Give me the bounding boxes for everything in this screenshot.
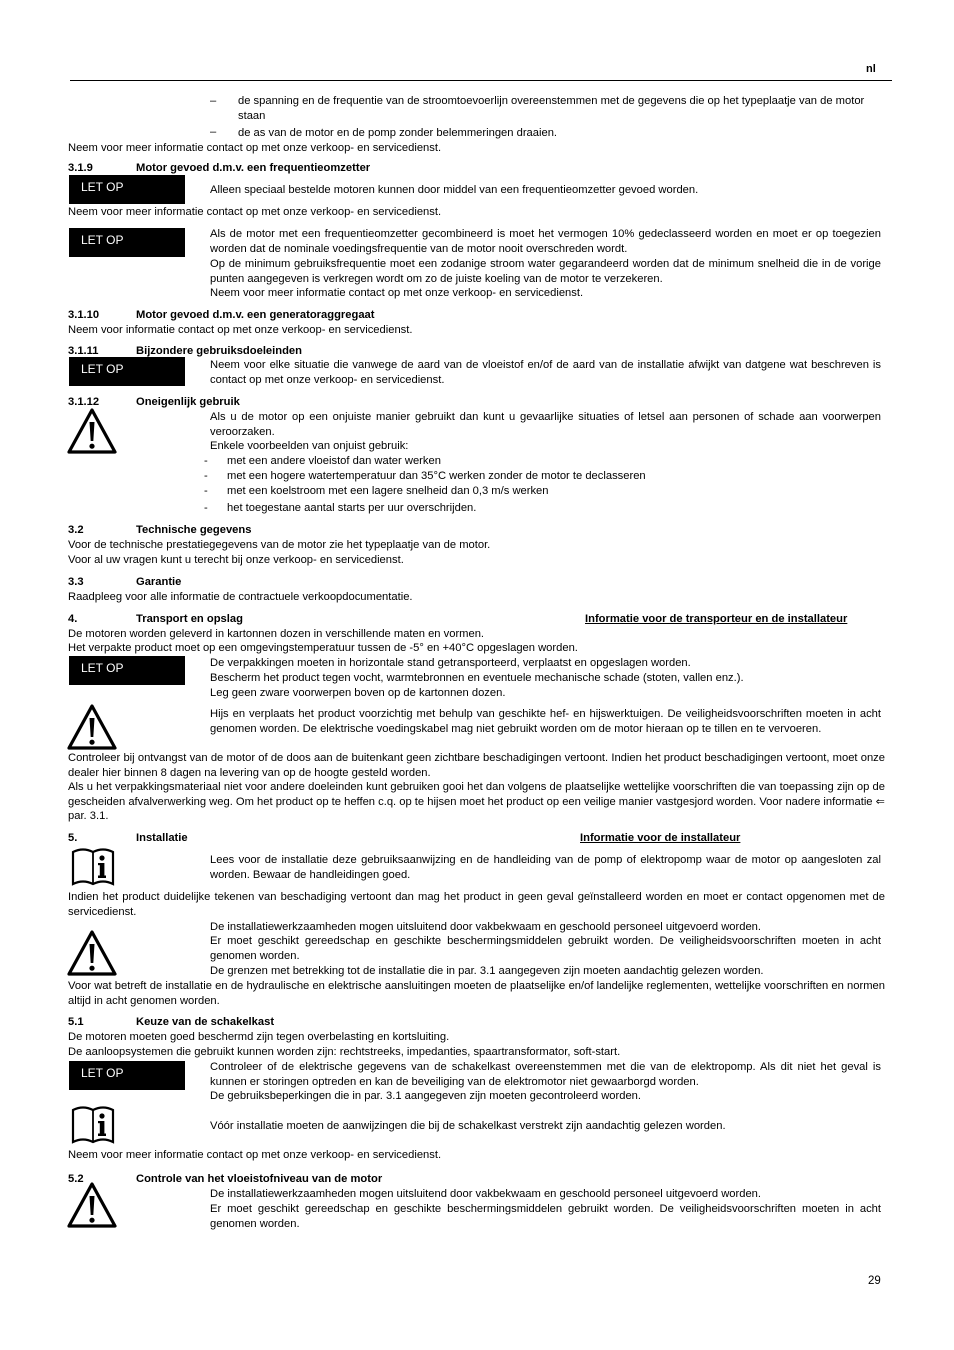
notice-label: LET OP xyxy=(69,175,185,204)
paragraph: De gebruiksbeperkingen die in par. 3.1 aangegeven zijn moeten gecontroleerd worden. xyxy=(210,1090,642,1102)
paragraph: Op de minimum gebruiksfrequentie moet een zodanige stroom water gegarandeerd worden dat de minimum snelheid die in de vorige punten aangegeven is verkregen wordt om zo de juiste koeling van de motor te verzekeren. xyxy=(210,258,881,285)
notice-label: LET OP xyxy=(69,1061,185,1090)
dash-bullet: - xyxy=(204,455,208,467)
paragraph: Het verpakte product moet op een omgevingstemperatuur tussen de -5° en +40°C opgeslagen worden. xyxy=(68,642,578,654)
paragraph: Voor wat betreft de installatie en de hydraulische en elektrische aansluitingen moeten de plaatselijke en/of landelijke reglementen, wettelijke voorschriften en normen altijd in acht genomen worden. xyxy=(68,980,885,1007)
section-title: Bijzondere gebruiksdoeleinden xyxy=(136,345,302,357)
paragraph: Lees voor de installatie deze gebruiksaanwijzing en de handleiding van de pomp of elektropomp waar de motor op aangesloten zal worden. Bewaar de handleidingen goed. xyxy=(210,854,881,881)
paragraph: Leg geen zware voorwerpen boven op de kartonnen dozen. xyxy=(210,687,506,699)
list-item: met een hogere watertemperatuur dan 35°C werken zonder de motor te declasseren xyxy=(227,470,646,482)
read-manual-icon xyxy=(70,1104,116,1146)
section-title: Garantie xyxy=(136,576,182,588)
paragraph: De motoren worden geleverd in kartonnen dozen in verschillende maten en vormen. xyxy=(68,628,485,640)
section-number: 3.1.11 xyxy=(68,345,99,357)
warning-icon xyxy=(67,1182,117,1228)
paragraph: Controleer of de elektrische gegevens van de schakelkast overeenstemmen met die van de elektropomp. Als dit niet het geval is kunnen er storingen optreden en kan de beveiliging van de elektromotor niet gewaarborgd worden. xyxy=(210,1061,881,1088)
paragraph: Neem voor meer informatie contact op met onze verkoop- en servicedienst. xyxy=(68,142,442,154)
list-item: het toegestane aantal starts per uur overschrijden. xyxy=(227,502,477,514)
section-number: 5.2 xyxy=(68,1173,84,1185)
paragraph: Enkele voorbeelden van onjuist gebruik: xyxy=(210,440,409,452)
paragraph: De verpakkingen moeten in horizontale stand getransporteerd, verplaatst en opgeslagen worden. xyxy=(210,657,691,669)
header-rule xyxy=(70,80,892,81)
paragraph: De motoren moeten goed beschermd zijn tegen overbelasting en kortsluiting. xyxy=(68,1031,450,1043)
section-number: 3.2 xyxy=(68,524,84,536)
paragraph: Hijs en verplaats het product voorzichtig met behulp van geschikte hef- en hijswerktuigen. De veiligheidsvoorschriften moeten in acht genomen worden. De elektrische voedingskabel mag niet gebruikt worden om de motor hieraan op te tillen en te vervoeren. xyxy=(210,708,881,735)
paragraph: De installatiewerkzaamheden mogen uitsluitend door vakbekwaam en geschoold personeel uitgevoerd worden. xyxy=(210,921,762,933)
paragraph: Als de motor met een frequentieomzetter gecombineerd is moet het vermogen 10% gedeclasseerd worden en moet er op toegezien worden dat de nominale voedingsfrequentie van de motor nooit overschreden wordt. xyxy=(210,228,881,255)
paragraph: Neem voor meer informatie contact op met onze verkoop- en servicedienst. xyxy=(210,287,584,299)
list-item: met een koelstroom met een lagere snelheid dan 0,3 m/s werken xyxy=(227,485,549,497)
warning-icon xyxy=(67,704,117,750)
audience-note: Informatie voor de installateur xyxy=(580,832,741,844)
paragraph: Voor al uw vragen kunt u terecht bij onze verkoop- en servicedienst. xyxy=(68,554,404,566)
section-title: Motor gevoed d.m.v. een frequentieomzetter xyxy=(136,162,371,174)
audience-note: Informatie voor de transporteur en de installateur xyxy=(585,613,848,625)
section-title: Controle van het vloeistofniveau van de motor xyxy=(136,1173,383,1185)
dash-bullet: – xyxy=(210,126,217,138)
section-title: Keuze van de schakelkast xyxy=(136,1016,275,1028)
notice-label: LET OP xyxy=(69,357,185,386)
paragraph: de as van de motor en de pomp zonder belemmeringen draaien. xyxy=(238,127,558,139)
paragraph: Als u de motor op een onjuiste manier gebruikt dan kunt u gevaarlijke situaties of letsel aan personen of schade aan voorwerpen veroorzaken. xyxy=(210,411,881,438)
page-number: 29 xyxy=(868,1275,881,1287)
section-number: 3.1.9 xyxy=(68,162,93,174)
dash-bullet: - xyxy=(204,502,208,514)
dash-bullet: – xyxy=(210,95,217,107)
section-title: Technische gegevens xyxy=(136,524,252,536)
section-title: Transport en opslag xyxy=(136,613,243,625)
warning-icon xyxy=(67,930,117,976)
paragraph: Als u het verpakkingsmateriaal niet voor andere doeleinden kunt gebruiken gooi het dan volgens de plaatselijke wettelijke voorschriften die van toepassing zijn op de gescheiden afvalverwerking weg. Om het product op te heffen c.q. op te hijsen moet het product op een veilige manier vastgesjord worden. Voor nadere informatie ⇐ par. 3.1. xyxy=(68,781,886,823)
section-number: 4. xyxy=(68,613,78,625)
dash-bullet: - xyxy=(204,470,208,482)
dash-bullet: - xyxy=(204,485,208,497)
paragraph: de spanning en de frequentie van de stroomtoevoerlijn overeenstemmen met de gegevens die op het typeplaatje van de motor staan xyxy=(238,95,865,122)
notice-label: LET OP xyxy=(69,656,185,685)
paragraph: Indien het product duidelijke tekenen van beschadiging vertoont dan mag het product in geen geval geïnstalleerd worden en moet er contact opgenomen met de servicedienst. xyxy=(68,891,885,918)
paragraph: Neem voor meer informatie contact op met onze verkoop- en servicedienst. xyxy=(68,1149,442,1161)
notice-label: LET OP xyxy=(69,228,185,257)
paragraph: De grenzen met betrekking tot de installatie die in par. 3.1 aangegeven zijn moeten aandachtig gelezen worden. xyxy=(210,965,764,977)
language-code: nl xyxy=(866,63,876,75)
read-manual-icon xyxy=(70,846,116,888)
paragraph: Voor de technische prestatiegegevens van de motor zie het typeplaatje van de motor. xyxy=(68,539,491,551)
paragraph: Neem voor informatie contact op met onze verkoop- en servicedienst. xyxy=(68,324,413,336)
section-number: 3.3 xyxy=(68,576,84,588)
section-number: 3.1.12 xyxy=(68,396,100,408)
section-title: Oneigenlijk gebruik xyxy=(136,396,240,408)
paragraph: Er moet geschikt gereedschap en geschikte beschermingsmiddelen gebruikt worden. De veiligheidsvoorschriften moeten in acht genomen worden. xyxy=(210,1203,881,1230)
section-number: 3.1.10 xyxy=(68,309,100,321)
paragraph: Controleer bij ontvangst van de motor of de doos aan de buitenkant geen zichtbare beschadigingen vertoont. Indien het product beschadigingen vertoont, moet onze dealer hier binnen 8 dagen na levering van op de hoogte gesteld worden. xyxy=(68,752,885,779)
paragraph: Neem voor meer informatie contact op met onze verkoop- en servicedienst. xyxy=(68,206,442,218)
paragraph: Bescherm het product tegen vocht, warmtebronnen en eventuele mechanische schade (stoten, vallen enz.). xyxy=(210,672,744,684)
section-title: Motor gevoed d.m.v. een generatoraggregaat xyxy=(136,309,375,321)
paragraph: Raadpleeg voor alle informatie de contractuele verkoopdocumentatie. xyxy=(68,591,413,603)
section-number: 5.1 xyxy=(68,1016,84,1028)
paragraph: De installatiewerkzaamheden mogen uitsluitend door vakbekwaam en geschoold personeel uitgevoerd worden. xyxy=(210,1188,762,1200)
section-number: 5. xyxy=(68,832,78,844)
list-item: met een andere vloeistof dan water werken xyxy=(227,455,441,467)
warning-icon xyxy=(67,408,117,454)
paragraph: Er moet geschikt gereedschap en geschikte beschermingsmiddelen gebruikt worden. De veiligheidsvoorschriften moeten in acht genomen worden. xyxy=(210,935,881,962)
section-title: Installatie xyxy=(136,832,188,844)
paragraph: Neem voor elke situatie die vanwege de aard van de vloeistof en/of de aard van de installatie afwijkt van datgene wat beschreven is contact op met onze verkoop- en servicedienst. xyxy=(210,359,881,386)
paragraph: De aanloopsystemen die gebruikt kunnen worden zijn: rechtstreeks, impedanties, spaartransformator, soft-start. xyxy=(68,1046,621,1058)
paragraph: Vóór installatie moeten de aanwijzingen die bij de schakelkast verstrekt zijn aandachtig gelezen worden. xyxy=(210,1120,726,1132)
paragraph: Alleen speciaal bestelde motoren kunnen door middel van een frequentieomzetter gevoed worden. xyxy=(210,184,699,196)
